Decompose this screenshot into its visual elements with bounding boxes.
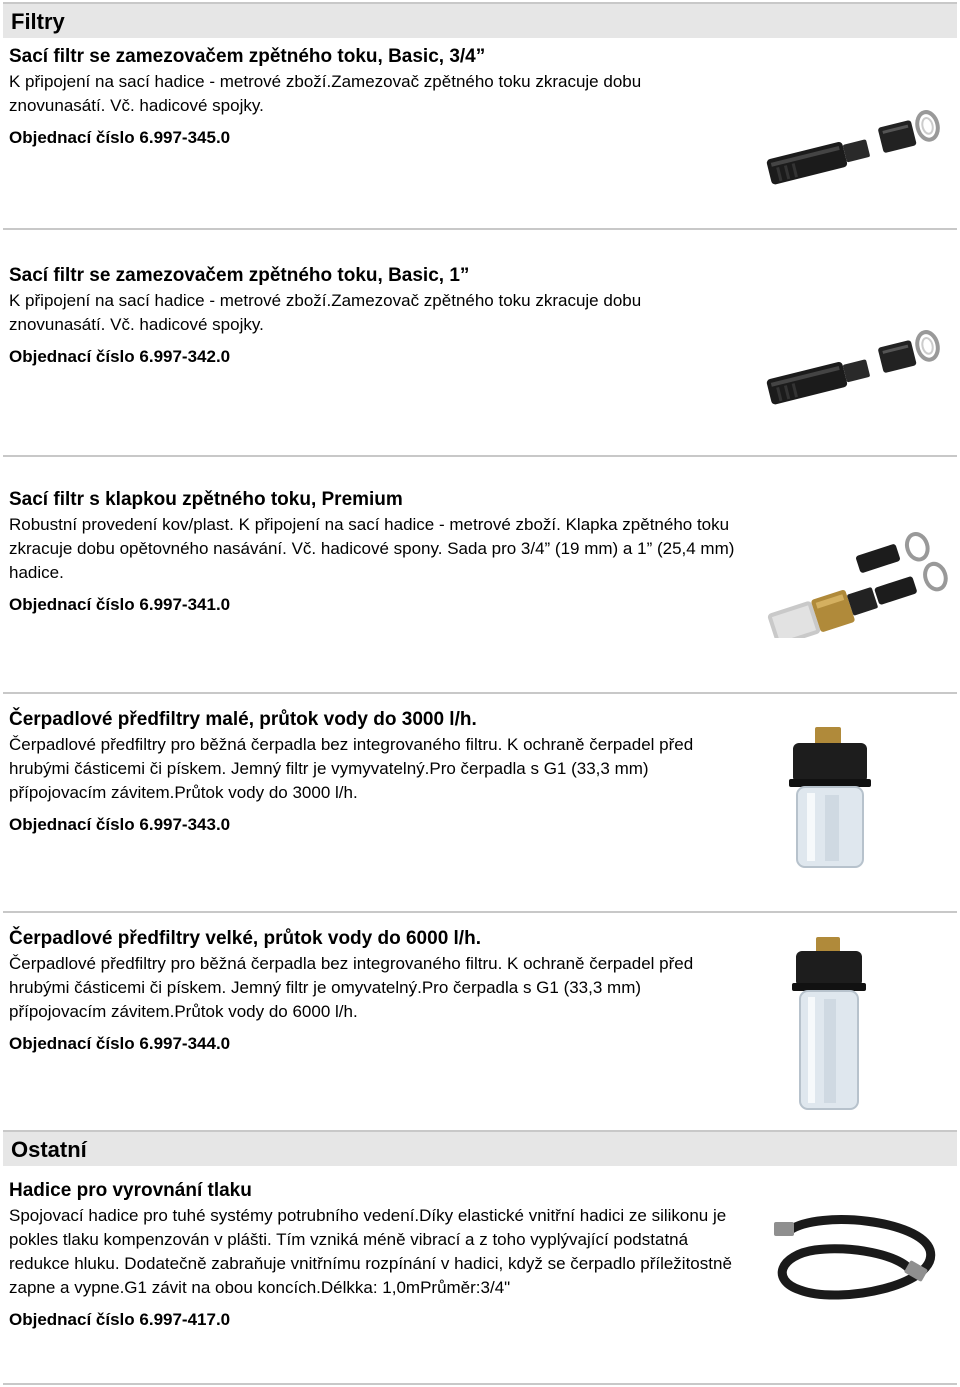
- product-description: K připojení na sací hadice - metrové zboží.Zamezovač zpětného toku zkracuje dobu znovunasátí. Vč. hadicové spojky.: [9, 72, 642, 115]
- order-value: 6.997-343.0: [139, 815, 231, 834]
- order-value: 6.997-342.0: [139, 347, 231, 366]
- order-label: Objednací číslo: [9, 1310, 135, 1329]
- section-title: Ostatní: [11, 1137, 87, 1162]
- product-name: Hadice pro vyrovnání tlaku: [9, 1180, 252, 1201]
- suction-filter-basic-image: [755, 100, 955, 190]
- order-label: Objednací číslo: [9, 595, 135, 614]
- suction-filter-basic-image: [755, 320, 955, 410]
- product-name: Čerpadlové předfiltry malé, průtok vody do 3000 l/h.: [9, 709, 477, 730]
- section-title: Filtry: [11, 9, 65, 34]
- order-number: [9, 593, 739, 617]
- order-value: 6.997-344.0: [139, 1034, 231, 1053]
- order-value: 6.997-417.0: [139, 1310, 231, 1329]
- product-item: [9, 44, 739, 150]
- section-header-ostatni: [3, 1130, 957, 1166]
- suction-filter-premium-image: [755, 528, 955, 638]
- product-name: Sací filtr se zamezovačem zpětného toku, Basic, 1”: [9, 265, 470, 286]
- divider: [3, 911, 957, 913]
- pump-prefilter-small-image: [785, 725, 875, 875]
- product-item: [9, 707, 739, 837]
- product-item: [9, 263, 739, 369]
- order-number: [9, 1032, 739, 1056]
- order-label: Objednací číslo: [9, 347, 135, 366]
- divider: [3, 455, 957, 457]
- product-description: Robustní provedení kov/plast. K připojení na sací hadice - metrové zboží. Klapka zpětného toku zkracuje dobu opětovného nasávání. Vč. hadicové spony. Sada pro 3/4” (19 mm) a 1” (25,4 mm) hadice.: [9, 515, 735, 582]
- order-number: [9, 813, 739, 837]
- order-label: Objednací číslo: [9, 128, 135, 147]
- product-description: Čerpadlové předfiltry pro běžná čerpadla bez integrovaného filtru. K ochraně čerpadel před hrubými částicemi či pískem. Jemný filtr je omyvatelný.Pro čerpadla s G1 (33,3 mm) přípojovacím závitem.Průtok vody do 6000 l/h.: [9, 954, 694, 1021]
- product-item: [9, 1178, 739, 1332]
- divider: [3, 228, 957, 230]
- product-description: Čerpadlové předfiltry pro běžná čerpadla bez integrovaného filtru. K ochraně čerpadel před hrubými částicemi či pískem. Jemný filtr je vymyvatelný.Pro čerpadla s G1 (33,3 mm) přípojovacím závitem.Průtok vody do 3000 l/h.: [9, 735, 694, 802]
- section-header-filtry: [3, 2, 957, 38]
- order-label: Objednací číslo: [9, 1034, 135, 1053]
- order-number: [9, 1308, 739, 1332]
- product-description: K připojení na sací hadice - metrové zboží.Zamezovač zpětného toku zkracuje dobu znovunasátí. Vč. hadicové spojky.: [9, 291, 642, 334]
- product-item: [9, 926, 739, 1056]
- order-number: [9, 126, 739, 150]
- product-name: Čerpadlové předfiltry velké, průtok vody do 6000 l/h.: [9, 928, 481, 949]
- pressure-hose-image: [760, 1200, 950, 1320]
- product-name: Sací filtr s klapkou zpětného toku, Premium: [9, 489, 403, 510]
- pump-prefilter-large-image: [790, 935, 870, 1115]
- product-item: [9, 487, 739, 617]
- product-description: Spojovací hadice pro tuhé systémy potrubního vedení.Díky elastické vnitřní hadici ze silikonu je pokles tlaku kompenzován v plášti. Tím vzniká méně vibrací a z toho vyplývající podstatná redukce hluku. Dodatečně zabraňuje vnitřnímu rozpínání v hadici, když se čerpadlo příležitostně zapne a vypne.G1 závit na obou koncích.Délkka: 1,0mPrůměr:3/4": [9, 1206, 732, 1297]
- divider: [3, 692, 957, 694]
- order-value: 6.997-341.0: [139, 595, 231, 614]
- order-label: Objednací číslo: [9, 815, 135, 834]
- order-number: [9, 345, 739, 369]
- product-name: Sací filtr se zamezovačem zpětného toku, Basic, 3/4”: [9, 46, 486, 67]
- order-value: 6.997-345.0: [139, 128, 231, 147]
- divider: [3, 1383, 957, 1385]
